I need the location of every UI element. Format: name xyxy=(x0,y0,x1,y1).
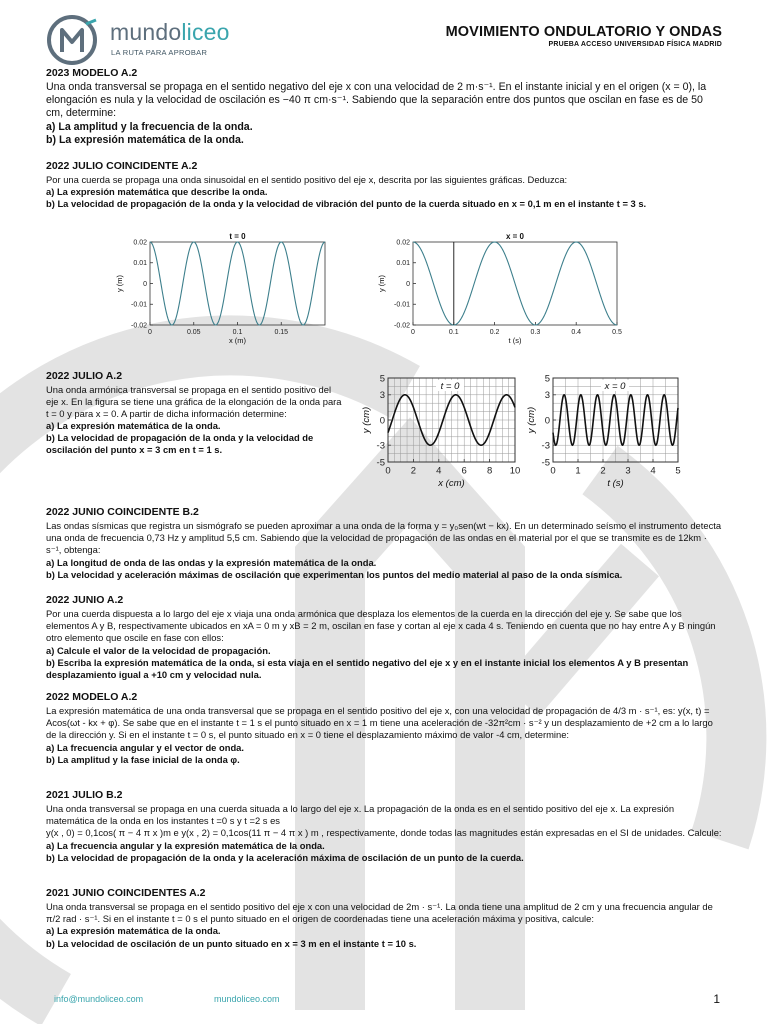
x-tick-label: 0 xyxy=(411,329,415,336)
problem-statement-continued: y(x , 0) = 0,1cos( π − 4 π x )m e y(x , 2) = 0,1cos(11 π − 4 π x ) m , respectivamente, donde todas las magnitudes están expresadas en el SI de unidades. Calcule: xyxy=(46,827,722,839)
problem-2021-julio-b2 xyxy=(46,789,722,864)
question-b: b) La velocidad de propagación de la onda y la velocidad de vibración del punto de la cuerda situado en x = 0,1 m en el instante t = 3 s. xyxy=(46,198,647,210)
problem-statement: La expresión matemática de una onda transversal que se propaga en el sentido positivo del eje x, con una velocidad de propagación de 4/3 m · s⁻¹, es: y(x, t) = Acos(ωt - kx + φ). Se sabe que en el instante t = 1 s el punto situado en x = 1 m tiene una aceleración de -32π²cm · s⁻² y un desplazamiento de +2 cm a lo largo de la dirección y. Si en el instante t = 0 s, el punto situado en x = 0 tiene el desplazamiento máximo de valor -4 cm, determine: xyxy=(46,705,713,741)
document-subtitle: PRUEBA ACCESO UNIVERSIDAD FÍSICA MADRID xyxy=(548,41,722,48)
problem-title: 2021 JULIO B.2 xyxy=(46,789,123,801)
wave-chart-t0-x-m xyxy=(110,228,355,353)
question-a: a) La frecuencia angular y la expresión matemática de la onda. xyxy=(46,839,325,851)
x-tick-label: 0.1 xyxy=(232,329,243,336)
x-tick-label: 5 xyxy=(675,465,681,477)
x-tick-label: 0 xyxy=(550,465,556,477)
problem-title: 2021 JUNIO COINCIDENTES A.2 xyxy=(46,887,206,899)
x-tick-label: 1 xyxy=(575,465,581,477)
x-tick-label: 0.1 xyxy=(448,329,459,336)
y-tick-label: 0 xyxy=(143,280,147,288)
question-a: a) La frecuencia angular y el vector de onda. xyxy=(46,741,244,753)
question-a: a) La longitud de onda de las ondas y la expresión matemática de la onda. xyxy=(46,556,377,568)
y-tick-label: -3 xyxy=(541,440,550,452)
brand-tagline: LA RUTA PARA APROBAR xyxy=(111,48,208,57)
problem-statement: Una onda armónica transversal se propaga en el sentido positivo del eje x. En la figura se tiene una gráfica de la elongación de la onda para t = 0 y para x = 0. A partir de dicha información determine: xyxy=(46,384,342,420)
y-tick-label: -0.02 xyxy=(131,322,147,330)
footer-website-link[interactable]: mundoliceo.com xyxy=(214,994,280,1004)
wave-chart-t0-x-cm xyxy=(360,370,525,490)
x-tick-label: 2 xyxy=(410,465,417,477)
x-axis-label: t (s) xyxy=(607,478,624,489)
x-tick-label: 0 xyxy=(148,329,152,336)
x-tick-label: 0.5 xyxy=(612,329,622,336)
problem-2022-modelo-a2 xyxy=(46,691,722,766)
problem-2022-junio-coincidente-b2 xyxy=(46,506,722,581)
problem-statement: Por una cuerda se propaga una onda sinusoidal en el sentido positivo del eje x, descrita por las siguientes gráficas. Deduzca: xyxy=(46,174,568,185)
problem-title: 2022 JULIO A.2 xyxy=(46,370,123,382)
y-tick-label: 0.01 xyxy=(396,260,410,268)
x-tick-label: 2 xyxy=(600,465,606,477)
problem-title: 2022 MODELO A.2 xyxy=(46,691,138,703)
x-tick-label: 6 xyxy=(461,465,467,477)
x-tick-label: 3 xyxy=(625,465,631,477)
x-tick-label: 10 xyxy=(509,465,521,477)
wave-series-line xyxy=(413,242,617,325)
y-tick-label: 0.01 xyxy=(133,260,147,268)
y-tick-label: 0.02 xyxy=(396,239,410,247)
problem-2023-modelo-a2 xyxy=(46,67,722,147)
x-tick-label: 4 xyxy=(650,465,656,477)
problem-title: 2023 MODELO A.2 xyxy=(46,67,138,79)
wave-chart-x0-t-s-cm xyxy=(525,370,693,490)
problem-statement: Las ondas sísmicas que registra un sismógrafo se pueden aproximar a una onda de la forma y = y₀sen(wt − kx). En un determinado seísmo el instrumento detecta una onda de frecuencia 0,73 Hz y amplitud 5,5 cm. Sabiendo que la velocidad de propagación de las ondas en el material por el que se transmite es de 12km · s⁻¹, obtenga: xyxy=(46,520,722,556)
page-number: 1 xyxy=(713,992,720,1006)
plot-frame xyxy=(150,242,325,325)
y-tick-label: 0.02 xyxy=(133,239,147,247)
wave-series-line xyxy=(150,242,325,325)
y-tick-label: 3 xyxy=(379,390,385,402)
y-axis-label: y (m) xyxy=(377,274,386,293)
document-title: MOVIMIENTO ONDULATORIO Y ONDAS xyxy=(445,24,722,40)
problem-title: 2022 JULIO COINCIDENTE A.2 xyxy=(46,160,198,172)
x-axis-label: t (s) xyxy=(508,336,522,345)
y-tick-label: -0.01 xyxy=(394,301,410,309)
y-tick-label: -5 xyxy=(376,457,385,469)
y-tick-label: 3 xyxy=(544,390,550,402)
brand-name xyxy=(110,19,230,46)
problem-2021-junio-coincidentes-a2 xyxy=(46,887,722,950)
problem-title: 2022 JUNIO COINCIDENTE B.2 xyxy=(46,506,199,518)
question-b: b) Escriba la expresión matemática de la onda, si esta viaja en el sentido negativo del eje x y en el instante inicial los elementos A y B presentan desplazamiento igual a +10 cm y velocidad nula. xyxy=(46,656,689,681)
problem-statement: Una onda transversal se propaga en el sentido positivo del eje x con una velocidad de 2m · s⁻¹. La onda tiene una amplitud de 2 cm y una frecuencia angular de π/2 rad · s⁻¹. Si en el instante t = 0 s el punto situado en el origen de coordenadas tiene una aceleración máxima y positiva, calcule: xyxy=(46,901,713,925)
chart-title: x = 0 xyxy=(604,381,626,392)
y-tick-label: -3 xyxy=(376,440,385,452)
footer-email-link[interactable]: info@mundoliceo.com xyxy=(54,994,144,1004)
mundoliceo-logo xyxy=(46,14,102,66)
x-axis-label: x (cm) xyxy=(438,478,465,489)
brand-part-liceo: liceo xyxy=(181,19,230,45)
question-a: a) La expresión matemática de la onda. xyxy=(46,420,221,432)
question-a: a) La expresión matemática de la onda. xyxy=(46,925,221,937)
problem-2022-junio-a2 xyxy=(46,594,722,681)
wave-chart-x0-t-s xyxy=(372,228,630,353)
x-axis-label: x (m) xyxy=(228,336,247,345)
y-tick-label: 5 xyxy=(544,373,550,385)
x-tick-label: 0.15 xyxy=(274,329,289,336)
question-a: a) La expresión matemática que describe la onda. xyxy=(46,186,268,198)
x-tick-label: 0.3 xyxy=(530,329,541,336)
x-tick-label: 0 xyxy=(385,465,391,477)
question-a: a) Calcule el valor de la velocidad de propagación. xyxy=(46,644,271,656)
y-axis-label: y (m) xyxy=(115,274,124,293)
problem-statement: Una onda transversal se propaga en una cuerda situada a lo largo del eje x. La propagación de la onda es en el sentido positivo del eje x. La expresión matemática de la onda en los instantes t =0 s y t =2 s es xyxy=(46,803,675,827)
y-tick-label: 5 xyxy=(379,373,385,385)
question-b: b) La expresión matemática de la onda. xyxy=(46,133,244,146)
y-axis-label: y (cm) xyxy=(361,406,372,434)
problem-statement: Por una cuerda dispuesta a lo largo del eje x viaja una onda armónica que desplaza los elementos de la cuerda en la dirección del eje y. Se sabe que los elementos A y B, respectivamente ubicados en xA = 0 m y xB = 2 m, oscilan en fase y cortan al eje x cada 4 s. Teniendo en cuenta que no hay entre A y B ningún otro elemento que oscile en fase con ellos: xyxy=(46,608,716,644)
y-tick-label: -5 xyxy=(541,457,550,469)
brand-part-mundo: mundo xyxy=(110,19,182,45)
chart-title: t = 0 xyxy=(440,381,460,392)
problem-title: 2022 JUNIO A.2 xyxy=(46,594,124,606)
y-tick-label: -0.01 xyxy=(131,301,147,309)
y-tick-label: 0 xyxy=(379,415,385,427)
x-tick-label: 8 xyxy=(486,465,493,477)
question-a: a) La amplitud y la frecuencia de la onda. xyxy=(46,120,253,133)
problem-statement: Una onda transversal se propaga en el sentido negativo del eje x con una velocidad de 2 m·s⁻¹. En el instante inicial y en el origen (x = 0), la elongación es nula y la velocidad de oscilación es −40 π cm·s⁻¹. Sabiendo que la separación entre dos puntos que oscilan en fase es de 50 cm, determine: xyxy=(46,81,707,120)
question-b: b) La velocidad de propagación de la onda y la velocidad de oscilación del punto x = 3 cm en t = 1 s. xyxy=(46,432,314,456)
x-tick-label: 4 xyxy=(436,465,442,477)
question-b: b) La amplitud y la fase inicial de la onda φ. xyxy=(46,753,240,765)
question-b: b) La velocidad de propagación de la onda y la aceleración máxima de oscilación de un punto de la cuerda. xyxy=(46,851,524,863)
y-tick-label: -0.02 xyxy=(394,322,410,330)
y-tick-label: 0 xyxy=(406,280,410,288)
x-tick-label: 0.4 xyxy=(571,329,582,336)
problem-2022-julio-coincidente-a2 xyxy=(46,160,722,211)
problem-2022-julio-a2 xyxy=(46,370,346,457)
x-tick-label: 0.05 xyxy=(186,329,201,336)
question-b: b) La velocidad de oscilación de un punto situado en x = 3 m en el instante t = 10 s. xyxy=(46,937,417,949)
y-tick-label: 0 xyxy=(544,415,550,427)
x-tick-label: 0.2 xyxy=(489,329,500,336)
chart-title: x = 0 xyxy=(505,232,525,241)
chart-title: t = 0 xyxy=(229,232,246,241)
question-b: b) La velocidad y aceleración máximas de oscilación que experimentan los puntos del medio material al paso de la onda sísmica. xyxy=(46,568,623,580)
y-axis-label: y (cm) xyxy=(526,406,537,434)
